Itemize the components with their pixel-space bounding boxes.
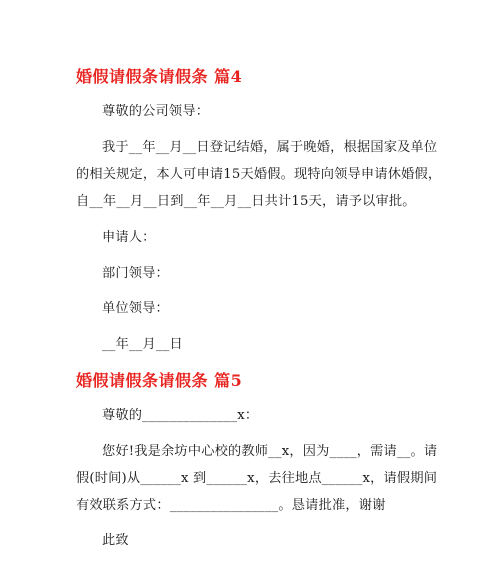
closing-text: 此致 [102, 533, 129, 548]
section-4-heading: 婚假请假条请假条 篇4 [76, 67, 243, 86]
section-5-salutation: 尊敬的______________x： [102, 408, 259, 423]
section-4-body-line-2: 的相关规定，本人可申请15天婚假。现特向领导申请休婚假， [76, 167, 442, 182]
dept-leader-label: 部门领导： [102, 266, 169, 281]
section-4-body-line-1: 我于__年__月__日登记结婚，属于晚婚，根据国家及单位 [102, 140, 438, 155]
date-line: __年__月__日 [102, 337, 183, 352]
unit-leader-label: 单位领导： [102, 301, 169, 316]
section-5-body-line-3: 有效联系方式：________________。恳请批准，谢谢 [76, 498, 386, 513]
section-4-salutation: 尊敬的公司领导： [102, 104, 210, 119]
section-5-heading: 婚假请假条请假条 篇5 [76, 371, 243, 390]
applicant-label: 申请人： [102, 230, 156, 245]
section-5-body-line-2: 假(时间)从______x 到______x，去往地点______x，请假期间 [76, 471, 438, 486]
section-4-body-line-3: 自__年__月__日到__年__月__日共计15天，请予以审批。 [76, 194, 416, 209]
section-5-body-line-1: 您好!我是余坊中心校的教师__x，因为____，需请__。请 [102, 444, 438, 459]
